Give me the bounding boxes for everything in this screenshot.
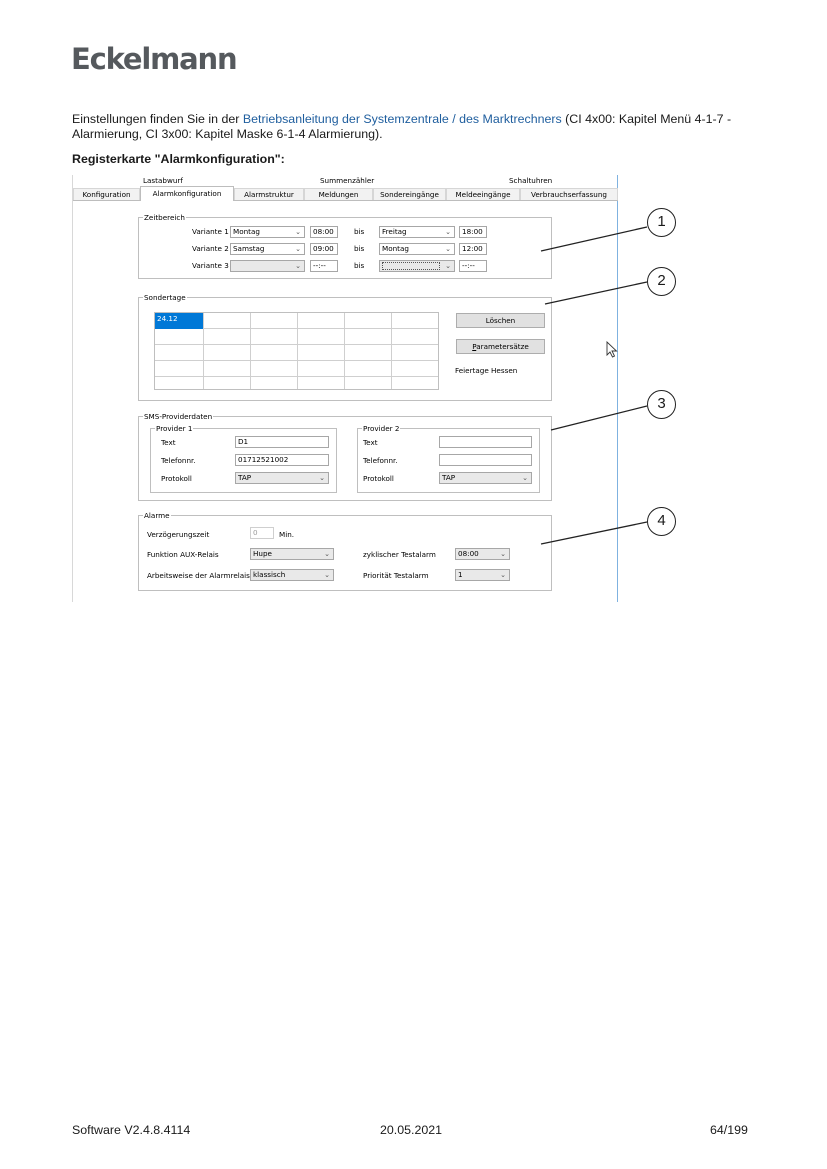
variante-2-from-day-value: Samstag (233, 244, 265, 253)
chevron-down-icon: ⌄ (500, 571, 506, 579)
chevron-down-icon: ⌄ (295, 228, 301, 236)
relay-mode-label: Arbeitsweise der Alarmrelais (147, 571, 250, 580)
parameter-sets-mnemonic: P (472, 342, 477, 351)
parameter-sets-label: arametersätze (476, 342, 529, 351)
provider-1-legend: Provider 1 (156, 424, 193, 433)
alarme-legend: Alarme (144, 511, 170, 520)
provider-2-protocol-value: TAP (442, 473, 456, 482)
sondertage-legend: Sondertage (144, 293, 186, 302)
variante-3-to-time-input[interactable]: --:-- (459, 260, 487, 272)
callout-marker-1: 1 (647, 208, 676, 237)
callout-line-4 (541, 522, 647, 544)
manual-link[interactable]: Betriebsanleitung der Systemzentrale / des Marktrechners (242, 112, 562, 126)
variante-1-from-time-input[interactable]: 08:00 (310, 226, 338, 238)
provider-2-text-label: Text (363, 438, 378, 447)
variante-1-label: Variante 1 (192, 227, 229, 236)
chevron-down-icon: ⌄ (522, 474, 528, 482)
delay-input[interactable]: 0 (250, 527, 274, 539)
variante-3-from-time-input[interactable]: --:-- (310, 260, 338, 272)
variante-2-label: Variante 2 (192, 244, 229, 253)
cyclic-test-alarm-label: zyklischer Testalarm (363, 550, 436, 559)
bis-label-2: bis (354, 244, 365, 253)
delete-button[interactable]: Löschen (456, 313, 545, 328)
provider-1-phone-input[interactable]: 01712521002 (235, 454, 329, 466)
delay-label: Verzögerungszeit (147, 530, 210, 539)
chevron-down-icon: ⌄ (500, 550, 506, 558)
intro-text-before: Einstellungen finden Sie in der (72, 112, 243, 126)
callout-marker-4: 4 (647, 507, 676, 536)
footer-page-number: 64/199 (710, 1123, 748, 1137)
bis-label-1: bis (354, 227, 365, 236)
delay-unit: Min. (279, 530, 295, 539)
tab-konfiguration[interactable]: Konfiguration (73, 188, 140, 200)
chevron-down-icon: ⌄ (324, 571, 330, 579)
provider-1-text-input[interactable]: D1 (235, 436, 329, 448)
chevron-down-icon: ⌄ (295, 262, 301, 270)
intro-text-after: (CI 4x00: Kapitel Menü 4-1-7 - Alarmierung, CI 3x00: Kapitel Maske 6-1-4 Alarmierung). (72, 112, 732, 141)
chevron-down-icon: ⌄ (319, 474, 325, 482)
aux-relay-value: Hupe (253, 549, 272, 558)
variante-1-to-day-value: Freitag (382, 227, 407, 236)
callout-marker-3: 3 (647, 390, 676, 419)
provider-1-protocol-value: TAP (238, 473, 252, 482)
relay-mode-value: klassisch (253, 570, 286, 579)
tab-alarmstruktur[interactable]: Alarmstruktur (234, 188, 304, 200)
variante-2-to-day-value: Montag (382, 244, 409, 253)
tab-meldeeingaenge[interactable]: Meldeeingänge (446, 188, 520, 200)
tab-alarmkonfiguration[interactable]: Alarmkonfiguration (140, 186, 234, 201)
section-heading: Registerkarte "Alarmkonfiguration": (72, 152, 285, 166)
table-cell-selected[interactable]: 24.12 (155, 313, 204, 329)
chevron-down-icon: ⌄ (445, 262, 451, 270)
provider-2-phone-label: Telefonnr. (363, 456, 398, 465)
variante-2-to-time-input[interactable]: 12:00 (459, 243, 487, 255)
tab-verbrauchserfassung[interactable]: Verbrauchserfassung (520, 188, 618, 200)
holiday-region-text: Feiertage Hessen (455, 366, 518, 375)
provider-1-text-label: Text (161, 438, 176, 447)
tab-meldungen[interactable]: Meldungen (304, 188, 373, 200)
tab-sondereingaenge[interactable]: Sondereingänge (373, 188, 446, 200)
footer-version: Software V2.4.8.4114 (72, 1123, 191, 1137)
bis-label-3: bis (354, 261, 365, 270)
chevron-down-icon: ⌄ (295, 245, 301, 253)
variante-3-label: Variante 3 (192, 261, 229, 270)
tab-summenzaehler[interactable]: Summenzähler (320, 176, 375, 185)
variante-2-from-time-input[interactable]: 09:00 (310, 243, 338, 255)
aux-relay-label: Funktion AUX-Relais (147, 550, 219, 559)
provider-2-protocol-label: Protokoll (363, 474, 394, 483)
callout-line-3 (551, 406, 647, 430)
variante-1-to-time-input[interactable]: 18:00 (459, 226, 487, 238)
sms-provider-legend: SMS-Providerdaten (144, 412, 213, 421)
mouse-pointer-icon (606, 341, 618, 358)
tab-lastabwurf[interactable]: Lastabwurf (143, 176, 183, 185)
callout-marker-2: 2 (647, 267, 676, 296)
footer-date: 20.05.2021 (380, 1123, 443, 1137)
zeitbereich-legend: Zeitbereich (144, 213, 185, 222)
chevron-down-icon: ⌄ (445, 245, 451, 253)
tab-schaltuhren[interactable]: Schaltuhren (509, 176, 553, 185)
cyclic-test-alarm-value: 08:00 (458, 549, 479, 558)
provider-2-legend: Provider 2 (363, 424, 400, 433)
callout-line-1 (541, 227, 647, 251)
company-logo: Eckelmann (71, 42, 237, 76)
variante-1-from-day-value: Montag (233, 227, 260, 236)
chevron-down-icon: ⌄ (324, 550, 330, 558)
test-alarm-priority-value: 1 (458, 570, 463, 579)
chevron-down-icon: ⌄ (445, 228, 451, 236)
provider-1-phone-label: Telefonnr. (161, 456, 196, 465)
provider-1-protocol-label: Protokoll (161, 474, 192, 483)
test-alarm-priority-label: Priorität Testalarm (363, 571, 429, 580)
callout-line-2 (545, 282, 647, 304)
